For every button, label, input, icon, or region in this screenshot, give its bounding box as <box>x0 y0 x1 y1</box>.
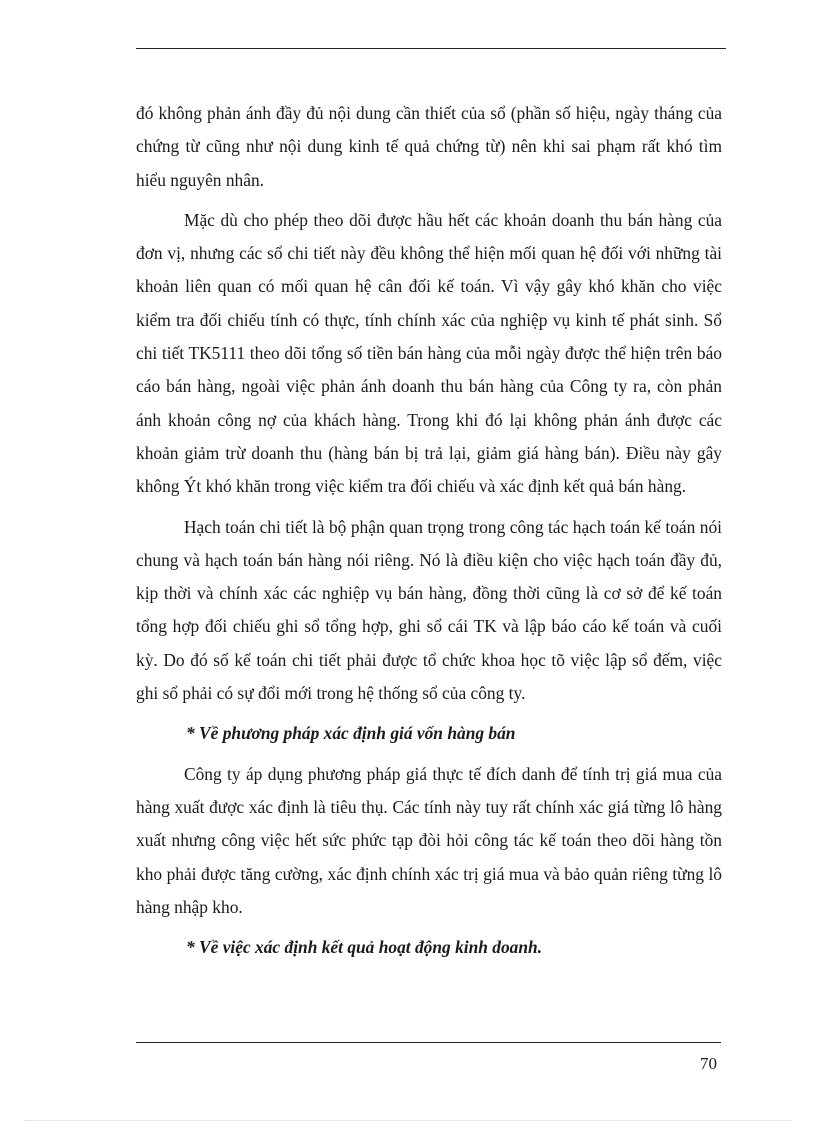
page-body <box>136 97 722 971</box>
paragraph-continuation: đó không phản ánh đầy đủ nội dung cần thiết của sổ (phần số hiệu, ngày tháng của chứng từ cũng như nội dung kinh tế quả chứng từ) nên khi sai phạm rất khó tìm hiểu nguyên nhân. <box>136 103 722 190</box>
heading-cost-of-goods-method: * Về phương pháp xác định giá vốn hàng bán <box>186 723 516 744</box>
paragraph-specific-identification: Công ty áp dụng phương pháp giá thực tế đích danh để tính trị giá mua của hàng xuất được xác định là tiêu thụ. Các tính này tuy rất chính xác giá từng lô hàng xuất nhưng công việc hết sức phức tạp đòi hỏi công tác kế toán theo dõi hàng tồn kho phải được tăng cường, xác định chính xác trị giá mua và bảo quản riêng từng lô hàng nhập kho. <box>136 763 722 917</box>
header-rule <box>136 48 726 49</box>
heading-business-results: * Về việc xác định kết quả hoạt động kinh doanh. <box>186 937 543 958</box>
page-number: 70 <box>700 1054 717 1073</box>
paragraph-sales-ledger-limitations: Mặc dù cho phép theo dõi được hầu hết các khoản doanh thu bán hàng của đơn vị, nhưng các sổ chi tiết này đều không thể hiện mối quan hệ đối với những tài khoản liên quan có mối quan hệ cân đối kế toán. Vì vậy gây khó khăn cho việc kiểm tra đối chiếu tính có thực, tính chính xác của nghiệp vụ kinh tế phát sinh. Sổ chi tiết TK5111 theo dõi tổng số tiền bán hàng của mỗi ngày được thể hiện trên báo cáo bán hàng, ngoài việc phản ánh doanh thu bán hàng của Công ty ra, còn phản ánh khoản công nợ của khách hàng. Trong khi đó lại không phản ánh được các khoản giảm trừ doanh thu (hàng bán bị trả lại, giảm giá hàng bán). Điều này gây không Ýt khó khăn trong việc kiểm tra đối chiếu và xác định kết quả bán hàng. <box>136 209 722 497</box>
footer-rule <box>136 1042 721 1043</box>
page-edge-dots <box>24 1120 792 1121</box>
paragraph-detailed-accounting: Hạch toán chi tiết là bộ phận quan trọng trong công tác hạch toán kế toán nói chung và hạch toán bán hàng nói riêng. Nó là điều kiện cho việc hạch toán đầy đủ, kịp thời và chính xác các nghiệp vụ bán hàng, đồng thời cũng là cơ sở để kế toán tổng hợp đối chiếu ghi sổ tổng hợp, ghi sổ cái TK và lập báo cáo kế toán và cuối kỳ. Do đó số kế toán chi tiết phải được tổ chức khoa học tõ việc lập sổ đếm, việc ghi sổ phải có sự đổi mới trong hệ thống sổ của công ty. <box>136 516 722 704</box>
